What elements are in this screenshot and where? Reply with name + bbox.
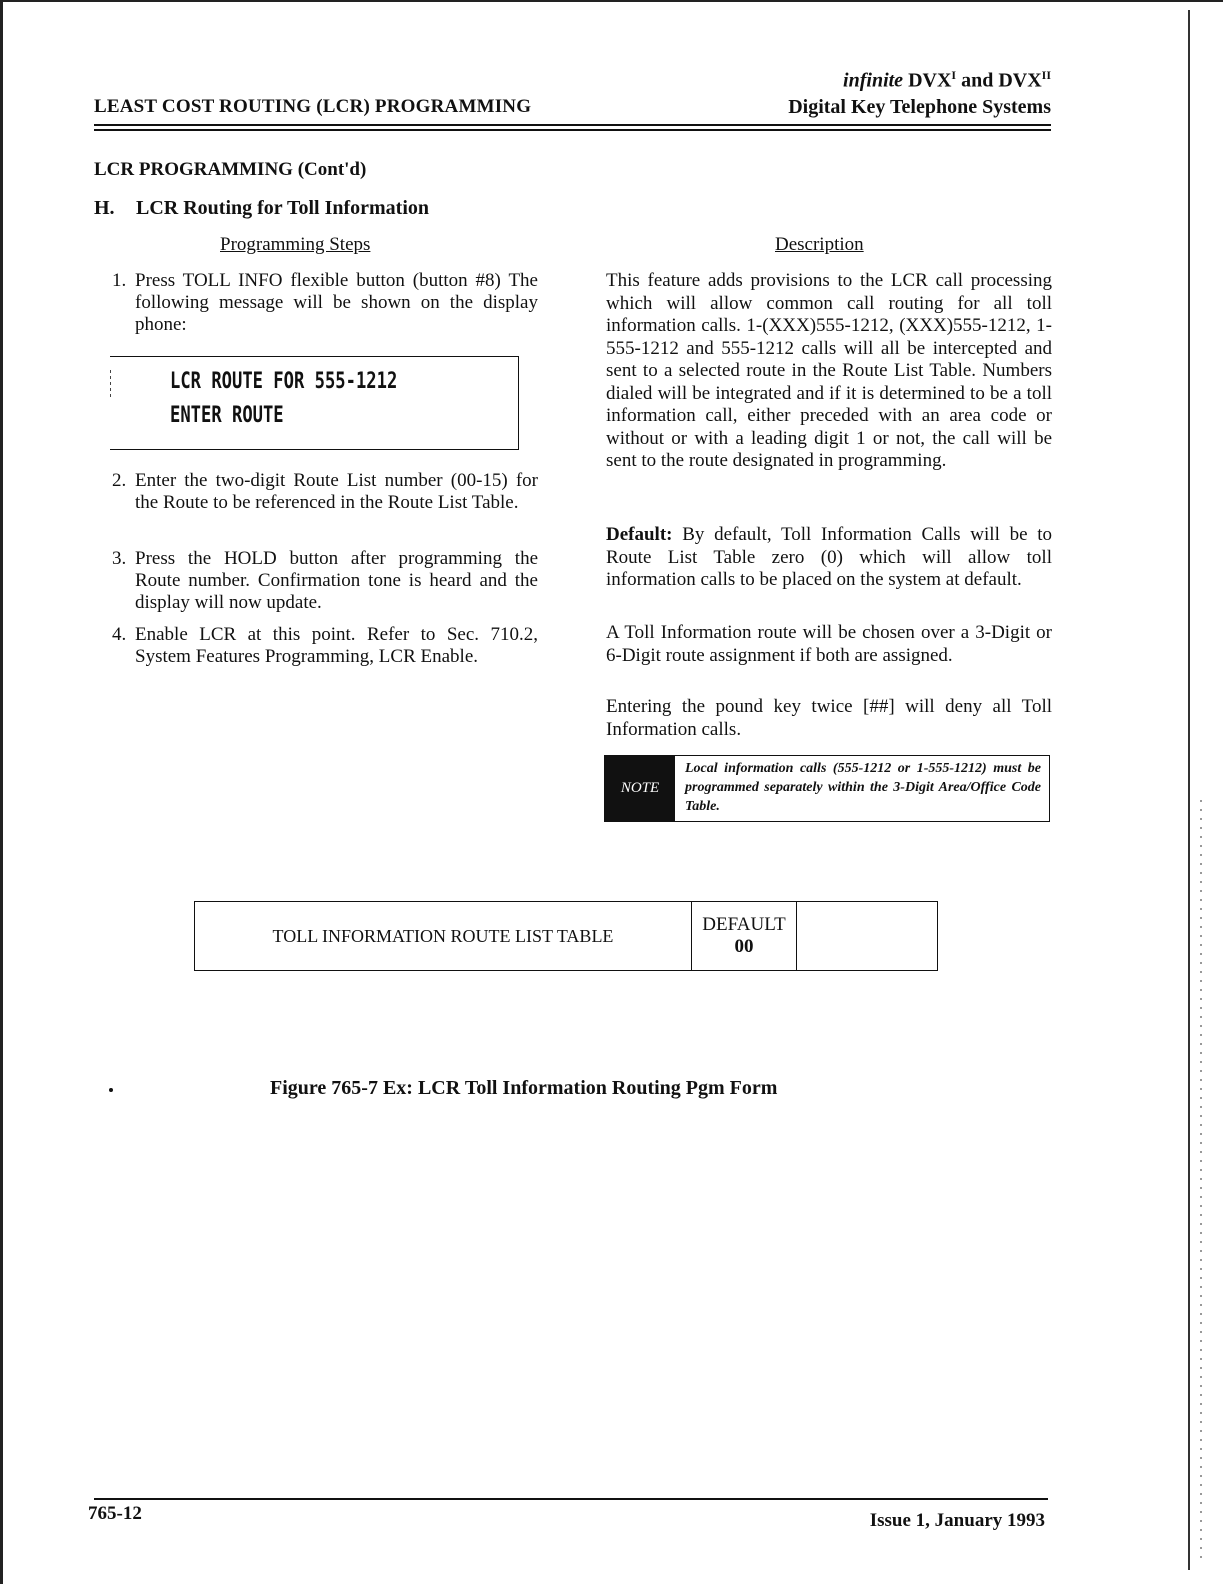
form-default-label: DEFAULT [702, 914, 786, 935]
step-2 [112, 470, 538, 514]
step-number: 3. [112, 548, 127, 569]
page-edge-right [1188, 10, 1190, 1570]
header-product-prefix: infinite [843, 69, 904, 92]
form-default-value: 00 [734, 936, 754, 957]
page-edge-top [0, 0, 1223, 2]
issue-date: Issue 1, January 1993 [869, 1510, 1045, 1531]
subsection-letter: H. [94, 197, 115, 219]
description-paragraph-3: A Toll Information route will be chosen over a 3-Digit or 6-Digit route assignment if both are assigned. [606, 622, 1052, 666]
default-label: Default: [606, 524, 673, 545]
header-section-title: LEAST COST ROUTING (LCR) PROGRAMMING [94, 96, 532, 117]
display-phone-screen [110, 356, 519, 450]
step-number: 1. [112, 270, 127, 291]
header-product-line2: Digital Key Telephone Systems [788, 96, 1051, 118]
form-label-cell [195, 902, 692, 971]
note-text: Local information calls (555-1212 or 1-555-1212) must be programmed separately within the 3-Digit Area/Office Code Table. [685, 761, 1041, 814]
toll-information-form [194, 901, 938, 971]
display-line-2: ENTER ROUTE [170, 403, 284, 428]
display-box-left-marker [110, 370, 111, 400]
section-title: LCR PROGRAMMING (Cont'd) [94, 159, 367, 180]
step-number: 4. [112, 624, 127, 645]
step-text: Press the HOLD button after programming the Route number. Confirmation tone is heard and the display will now update. [135, 548, 538, 613]
description-paragraph-4: Entering the pound key twice [##] will deny all Toll Information calls. [606, 696, 1052, 740]
page-edge-left [0, 0, 3, 1584]
step-text: Enter the two-digit Route List number (00-15) for the Route to be referenced in the Route List Table. [135, 470, 538, 513]
form-default-cell [692, 902, 797, 971]
step-4 [112, 624, 538, 668]
description-paragraph-1: This feature adds provisions to the LCR call processing which will allow common call routing for all toll information calls. 1-(XXX)555-1212, (XXX)555-1212, 1-555-1212 and 555-1212 calls will all be intercepted and sent to a selected route in the Route List Table. Numbers dialed will be integrated and if it is determined to be a toll information call, either preceded with an area code or without or with a leading digit 1 or not, the call will be sent to the route designated in programming. [606, 270, 1052, 471]
subsection-text: LCR Routing for Toll Information [136, 197, 430, 219]
form-row [195, 902, 938, 971]
stray-dot [109, 1088, 113, 1092]
step-3 [112, 548, 538, 614]
scan-dots [1200, 800, 1202, 1560]
header-product-sup1: I [951, 68, 957, 82]
step-text: Press TOLL INFO flexible button (button #8) The following message will be shown on the display phone: [135, 270, 538, 335]
footer-rule [94, 1498, 1048, 1500]
header-rule-top [94, 124, 1051, 126]
step-text: Enable LCR at this point. Refer to Sec. 710.2, System Features Programming, LCR Enable. [135, 624, 538, 667]
header-product-sup2: II [1041, 68, 1051, 82]
step-number: 2. [112, 470, 127, 491]
form-label: TOLL INFORMATION ROUTE LIST TABLE [272, 925, 614, 946]
form-entry-cell[interactable] [797, 902, 938, 971]
header-product-and: and DVX [961, 69, 1042, 92]
programming-steps-heading: Programming Steps [220, 234, 371, 255]
figure-caption: Figure 765-7 Ex: LCR Toll Information Routing Pgm Form [270, 1077, 778, 1099]
step-1 [112, 270, 538, 336]
note-box [604, 755, 1050, 822]
default-text: By default, Toll Information Calls will be to Route List Table zero (0) which will allow toll information calls to be placed on the system at default. [606, 524, 1053, 590]
header-rule-bottom [94, 129, 1051, 131]
subsection-title [94, 197, 429, 220]
page-number: 765-12 [88, 1503, 142, 1524]
display-line-1: LCR ROUTE FOR 555-1212 [170, 369, 398, 394]
header-product-name [843, 68, 1051, 93]
header-product-dvx: DVX [908, 69, 952, 92]
description-heading: Description [775, 234, 864, 255]
default-paragraph [606, 524, 1052, 592]
note-tag: NOTE [605, 756, 675, 821]
